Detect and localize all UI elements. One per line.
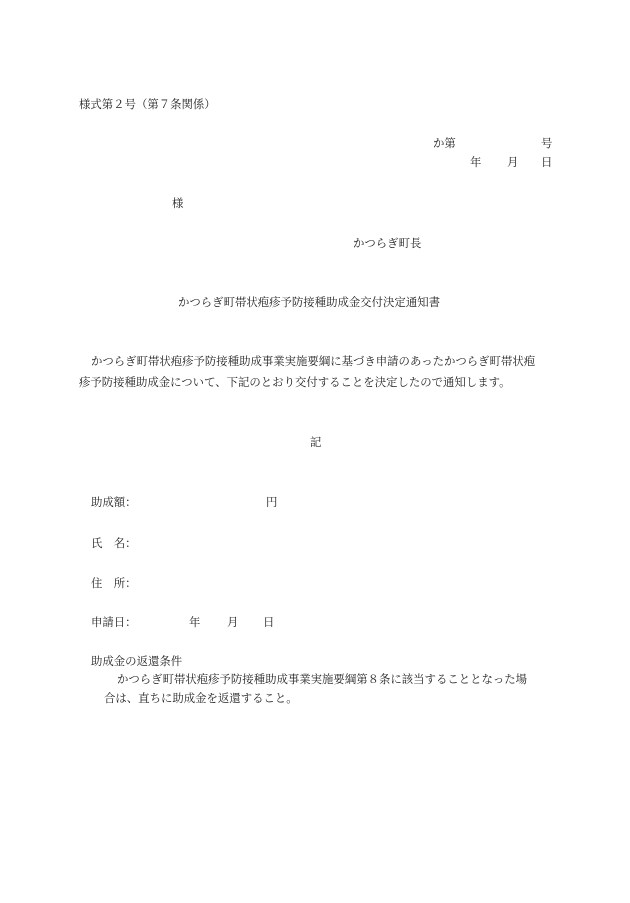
date-year: 年 xyxy=(470,155,482,169)
name-label: 氏 名： xyxy=(91,536,137,550)
date-month: 月 xyxy=(507,155,519,169)
apply-month: 月 xyxy=(227,615,239,629)
reference-prefix: か第 xyxy=(433,136,456,150)
refund-line-1: かつらぎ町帯状疱疹予防接種助成事業実施要綱第８条に該当することとなった場 xyxy=(117,672,528,686)
form-number: 様式第２号（第７条関係） xyxy=(79,97,216,111)
ki-heading: 記 xyxy=(310,435,322,449)
apply-year: 年 xyxy=(189,615,201,629)
document-title: かつらぎ町帯状疱疹予防接種助成金交付決定通知書 xyxy=(178,295,440,309)
addressee-suffix: 様 xyxy=(172,196,184,210)
amount-unit: 円 xyxy=(266,495,278,509)
body-line-1: かつらぎ町帯状疱疹予防接種助成事業実施要綱に基づき申請のあったかつらぎ町帯状疱 xyxy=(91,354,536,368)
reference-suffix: 号 xyxy=(541,136,553,150)
date-day: 日 xyxy=(541,155,553,169)
issuer: かつらぎ町長 xyxy=(353,236,422,250)
refund-line-2: 合は、直ちに助成金を返還すること。 xyxy=(104,691,298,705)
body-line-2: 疹予防接種助成金について、下記のとおり交付することを決定したので通知します。 xyxy=(79,375,511,389)
apply-day: 日 xyxy=(263,615,275,629)
refund-heading: 助成金の返還条件 xyxy=(91,654,183,668)
apply-date-label: 申請日： xyxy=(91,615,137,629)
amount-label: 助成額： xyxy=(91,495,137,509)
address-label: 住 所： xyxy=(91,576,137,590)
